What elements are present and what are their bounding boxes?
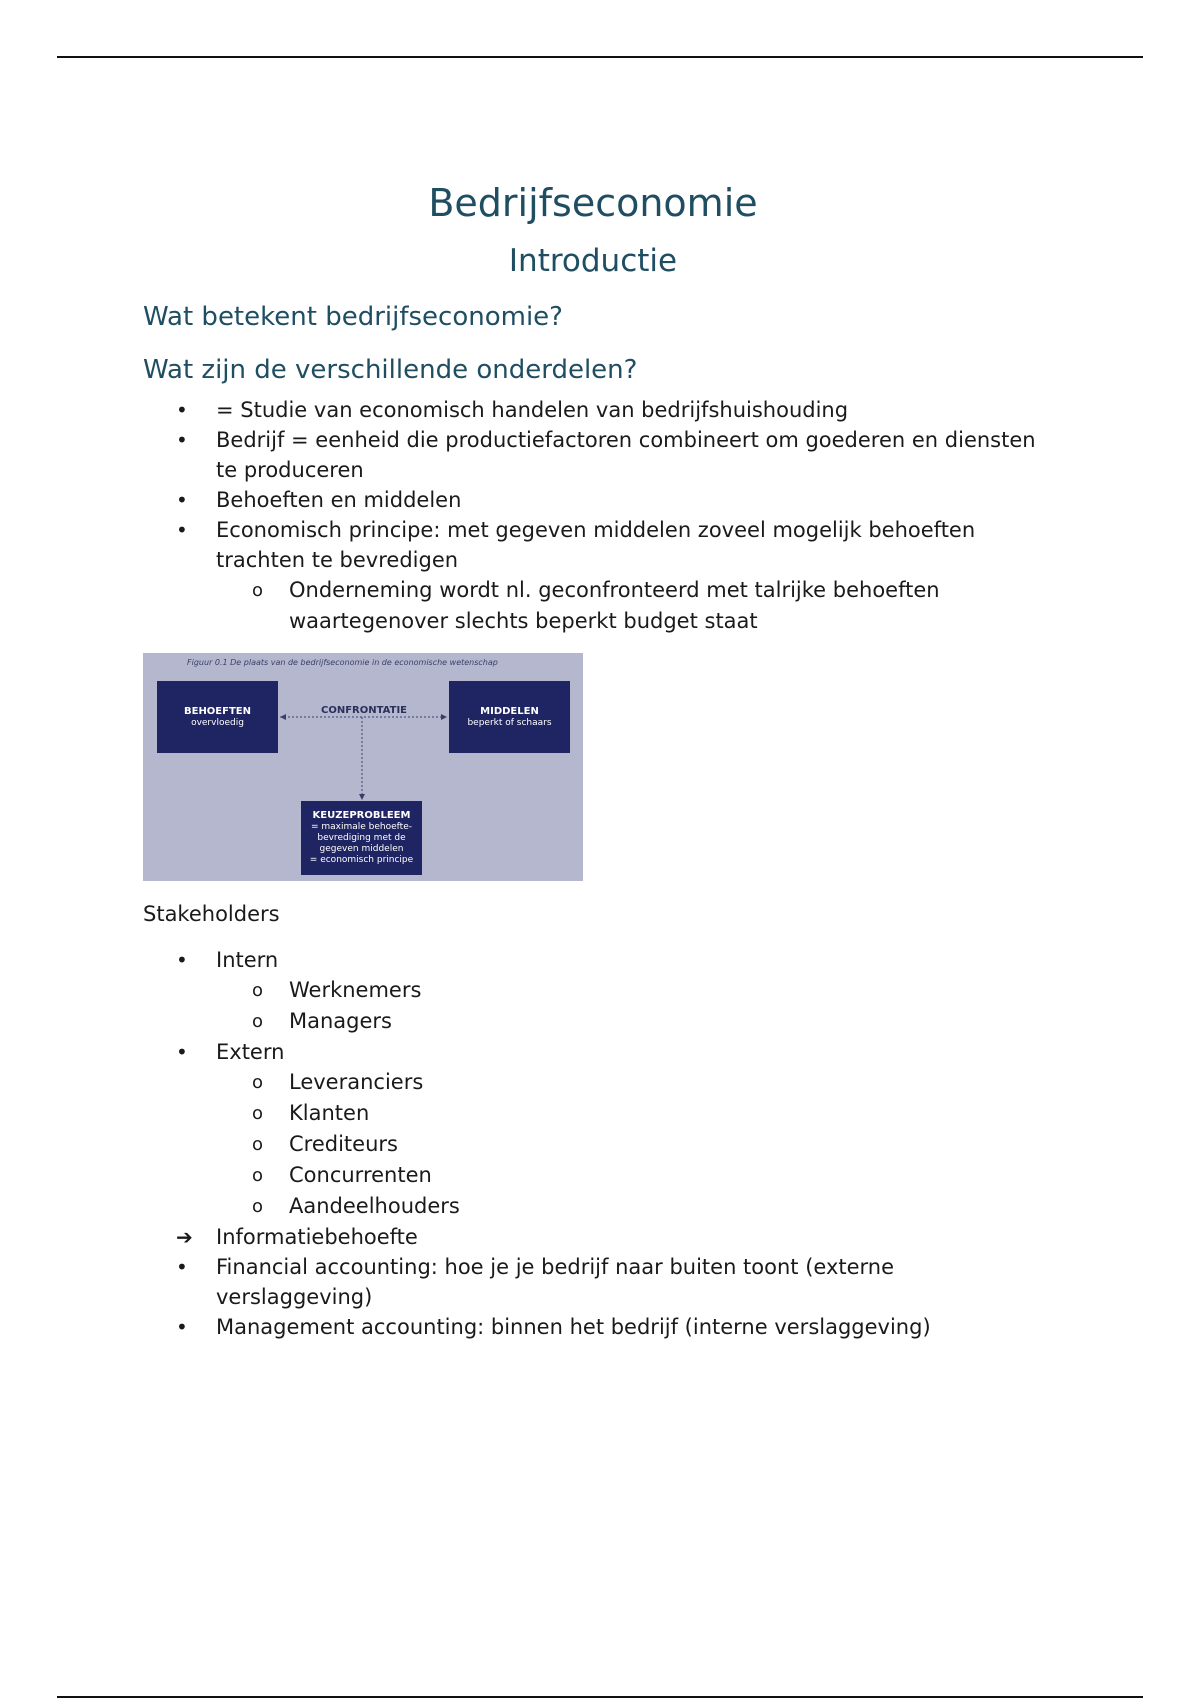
sub-list-item: [216, 575, 1043, 637]
figure-caption: Figuur 0.1 De plaats van de bedrijfseconomie in de economische wetenschap: [187, 658, 498, 667]
list-item-text: Management accounting: binnen het bedrijf (interne verslaggeving): [216, 1315, 931, 1339]
list-item: [143, 1037, 1043, 1222]
list-item: [143, 1312, 1043, 1342]
sub-bullet-marker: o: [252, 1011, 264, 1032]
sub-list-intern: [216, 975, 1043, 1037]
list-item: [143, 515, 1043, 637]
list-item: [143, 945, 1043, 1037]
box-middelen: [449, 681, 570, 753]
document-subtitle: Introductie: [508, 243, 678, 279]
sub-list-item-text: Crediteurs: [289, 1132, 398, 1156]
stakeholders-label: Stakeholders: [143, 902, 280, 926]
list-item-text: Intern: [216, 948, 279, 972]
list-item: [143, 395, 1043, 425]
heading-wat-betekent: Wat betekent bedrijfseconomie?: [143, 302, 563, 332]
list-item-text: Bedrijf = eenheid die productiefactoren combineert om goederen en diensten te produceren: [216, 428, 1036, 482]
page-top-rule: [57, 56, 1143, 58]
sub-list-item: [216, 975, 1043, 1006]
sub-bullet-marker: o: [252, 1134, 264, 1155]
sub-list-item-text: Managers: [289, 1009, 392, 1033]
sub-bullet-marker: o: [252, 1196, 264, 1217]
list-item: [143, 485, 1043, 515]
box-middelen-sub: beperkt of schaars: [467, 717, 552, 728]
sub-bullet-marker: o: [252, 980, 264, 1001]
bullet-marker: •: [176, 1255, 188, 1279]
box-keuzeprobleem: [301, 801, 422, 875]
box-middelen-title: MIDDELEN: [480, 705, 539, 717]
sub-list-item-text: Aandeelhouders: [289, 1194, 460, 1218]
arrow-down-head: [359, 794, 365, 800]
bullet-marker: •: [176, 398, 188, 422]
list-item: [143, 425, 1043, 485]
bullet-marker: •: [176, 948, 188, 972]
page-bottom-rule: [57, 1696, 1143, 1698]
sub-list-extern: [216, 1067, 1043, 1222]
box-behoeften-sub: overvloedig: [191, 717, 244, 728]
sub-list: [216, 575, 1043, 637]
box-keuze-line: = economisch principe: [309, 855, 414, 865]
sub-list-item-text: Concurrenten: [289, 1163, 432, 1187]
arrow-marker-icon: ➔: [176, 1225, 193, 1249]
list-item-text: Financial accounting: hoe je je bedrijf naar buiten toont (externe verslaggeving): [216, 1255, 895, 1309]
box-keuze-line: = maximale behoefte-: [310, 822, 412, 832]
sub-bullet-marker: o: [252, 1103, 264, 1124]
arrow-right-head: [441, 714, 447, 720]
list-item-text: Behoeften en middelen: [216, 488, 462, 512]
sub-bullet-marker: o: [252, 1072, 264, 1093]
sub-list-item: [216, 1129, 1043, 1160]
bullet-marker: •: [176, 428, 188, 452]
sub-list-item: [216, 1067, 1043, 1098]
confrontatie-label: CONFRONTATIE: [321, 705, 407, 716]
bullet-marker: •: [176, 1315, 188, 1339]
bullet-marker: •: [176, 488, 188, 512]
sub-list-item: [216, 1098, 1043, 1129]
box-keuze-line: bevrediging met de: [317, 833, 406, 843]
list-item-text: Informatiebehoefte: [216, 1225, 418, 1249]
bullet-marker: •: [176, 518, 188, 542]
list-item-text: = Studie van economisch handelen van bedrijfshuishouding: [216, 398, 849, 422]
sub-list-item-text: Leveranciers: [289, 1070, 424, 1094]
heading-onderdelen: Wat zijn de verschillende onderdelen?: [143, 355, 638, 385]
list-item-text: Economisch principe: met gegeven middelen zoveel mogelijk behoeften trachten te bevredigen: [216, 518, 976, 572]
arrow-left-head: [280, 714, 286, 720]
box-keuze-line: gegeven middelen: [319, 844, 404, 854]
sub-list-item-text: Onderneming wordt nl. geconfronteerd met talrijke behoeften waartegenover slechts beperkt budget staat: [289, 578, 940, 633]
box-keuze-title: KEUZEPROBLEEM: [312, 810, 411, 821]
document-title: Bedrijfseconomie: [428, 181, 758, 225]
list-item: [143, 1222, 1043, 1252]
sub-bullet-marker: o: [252, 1165, 264, 1186]
sub-list-item-text: Klanten: [289, 1101, 370, 1125]
list-item-text: Extern: [216, 1040, 285, 1064]
intro-list: [143, 395, 1043, 637]
document-body: [143, 170, 1043, 1342]
stakeholders-list: [143, 945, 1043, 1342]
sub-list-item-text: Werknemers: [289, 978, 422, 1002]
figure-behoeften-middelen: [143, 653, 583, 881]
list-item: [143, 1252, 1043, 1312]
sub-list-item: [216, 1160, 1043, 1191]
sub-bullet-marker: o: [252, 580, 264, 601]
sub-list-item: [216, 1006, 1043, 1037]
bullet-marker: •: [176, 1040, 188, 1064]
box-behoeften-title: BEHOEFTEN: [183, 705, 251, 717]
sub-list-item: [216, 1191, 1043, 1222]
box-behoeften: [157, 681, 278, 753]
